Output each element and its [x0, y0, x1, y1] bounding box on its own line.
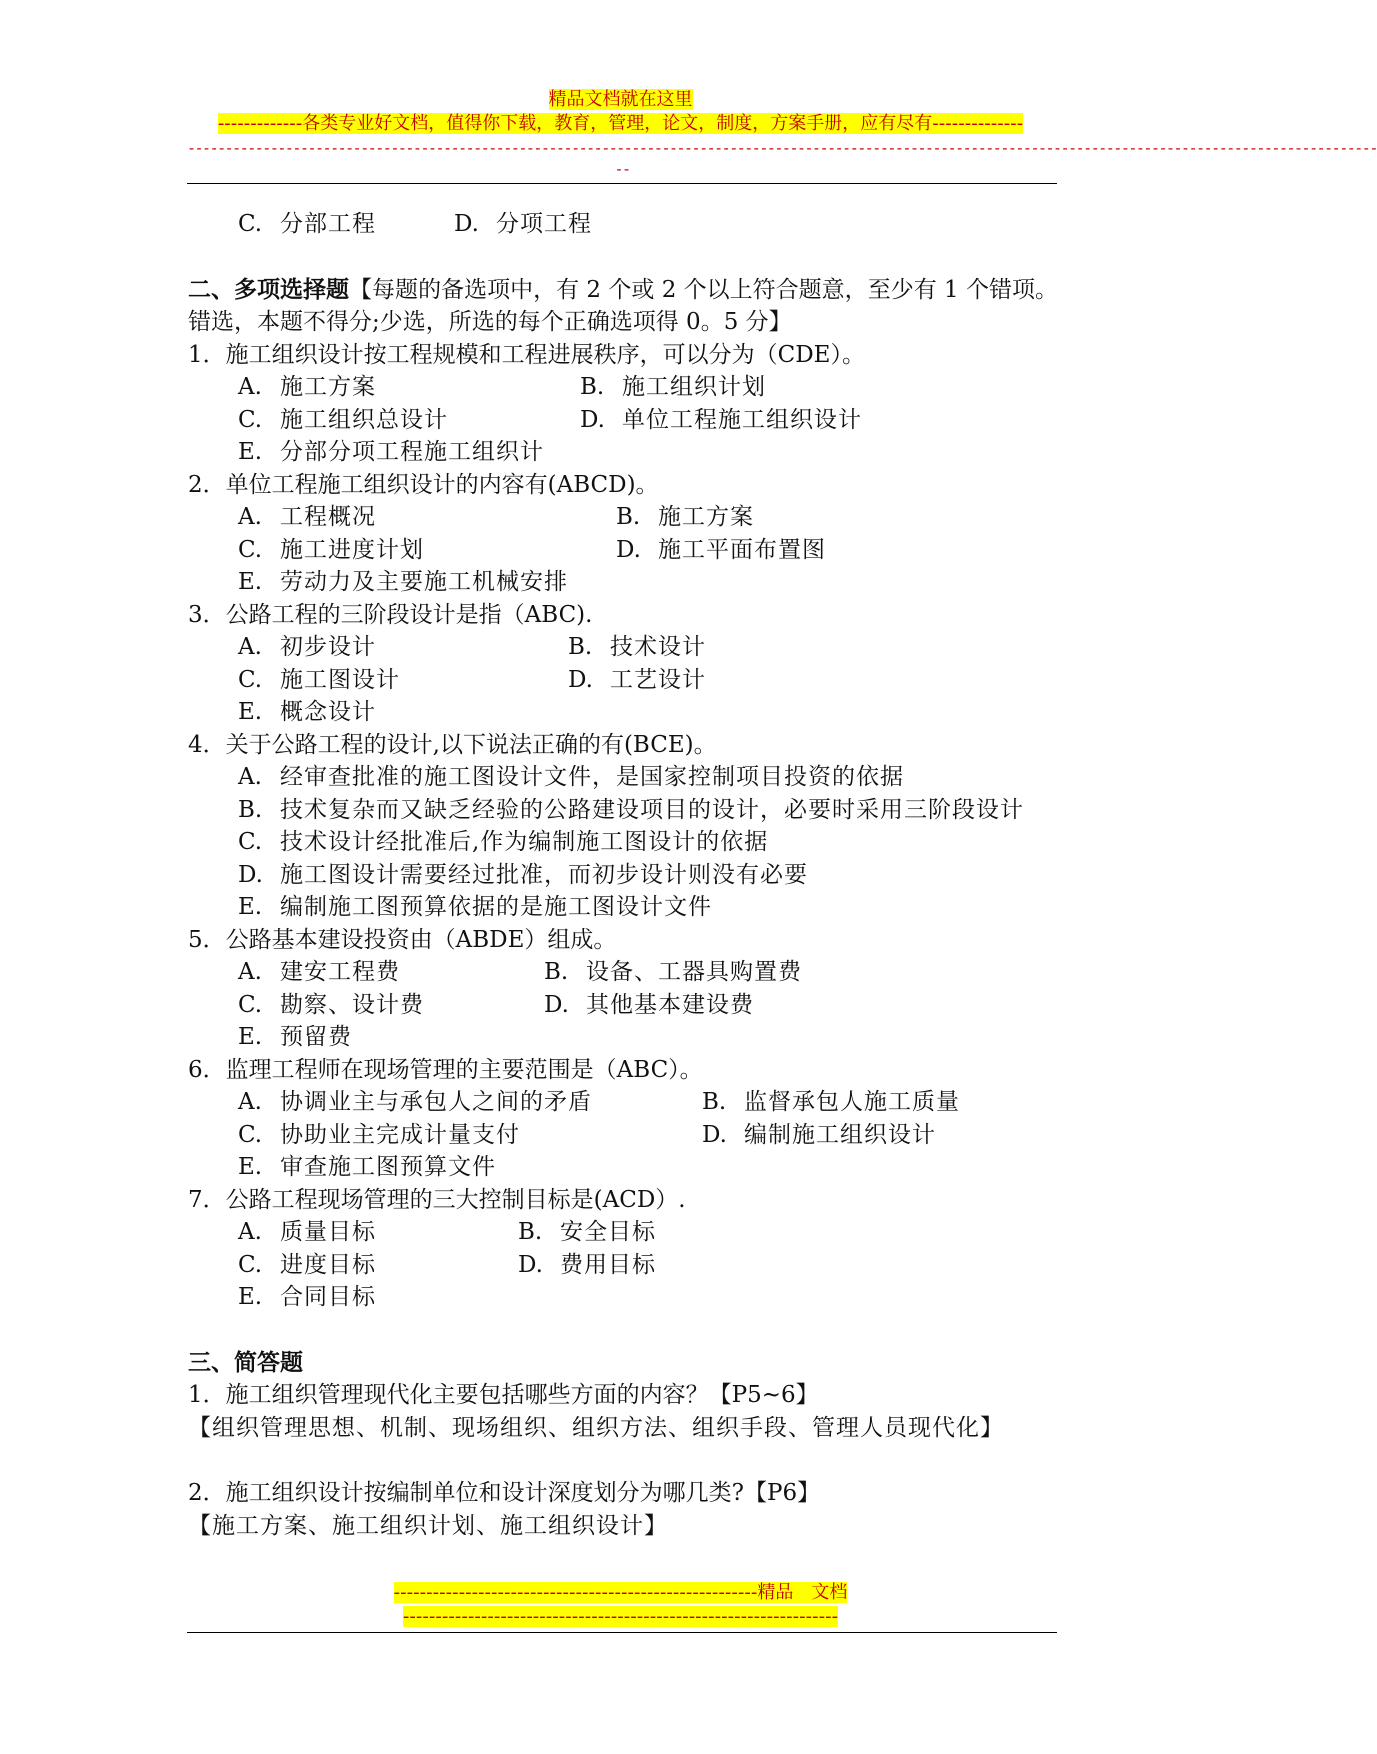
option-c: C. 施工图设计 [238, 666, 400, 693]
question-3-row-cd [188, 664, 1058, 697]
option-a: A. 协调业主与承包人之间的矛盾 [238, 1089, 592, 1115]
question-2-row-ab [188, 501, 1058, 534]
question-4-option-d: D. 施工图设计需要经过批准，而初步设计则没有必要 [238, 861, 808, 888]
header-title: 精品文档就在这里 [548, 89, 693, 110]
option-a: A. 初步设计 [238, 634, 376, 660]
question-6-row-e [188, 1151, 1058, 1184]
option-e: E. 劳动力及主要施工机械安排 [238, 569, 568, 595]
question-4-option-a: A. 经审查批准的施工图设计文件，是国家控制项目投资的依据 [238, 764, 904, 790]
option-a: A. 质量目标 [238, 1219, 376, 1245]
short-answer-1-answer: 【组织管理思想、机制、现场组织、组织方法、组织手段、管理人员现代化】 [188, 1414, 1004, 1441]
option-c: C. 进度目标 [238, 1251, 376, 1278]
question-4-option-c: C. 技术设计经批准后,作为编制施工图设计的依据 [238, 829, 769, 855]
section3-heading: 三、简答题 [188, 1349, 303, 1376]
question-7-row-e [188, 1281, 1058, 1314]
question-4-option-e: E. 编制施工图预算依据的是施工图设计文件 [238, 894, 712, 920]
question-2-row-cd [188, 534, 1058, 567]
option-b: B. 施工组织计划 [580, 374, 766, 400]
option-d: D. 施工平面布置图 [616, 536, 826, 563]
option-e: E. 分部分项工程施工组织计 [238, 439, 544, 465]
header-subtitle: -------------各类专业好文档，值得你下载，教育，管理，论文，制度，方案手册，应有尽有-------------- [217, 113, 1024, 134]
question-3-row-e [188, 696, 1058, 729]
question-5-row-ab [188, 956, 1058, 989]
question-1-stem: 1．施工组织设计按工程规模和工程进展秩序，可以分为（CDE）。 [188, 341, 865, 368]
section2-heading: 二、多项选择题 [188, 276, 350, 303]
footer-divider [187, 1632, 1057, 1633]
question-5-stem: 5．公路基本建设投资由（ABDE）组成。 [188, 926, 617, 953]
section2-heading-block [188, 274, 1058, 339]
option-a: A. 工程概况 [238, 504, 376, 530]
question-6-stem: 6．监理工程师在现场管理的主要范围是（ABC）。 [188, 1056, 703, 1083]
footer-line-2-row [0, 1606, 1241, 1628]
option-b: B. 施工方案 [616, 504, 754, 530]
document-body [188, 208, 1058, 1542]
option-a: A. 建安工程费 [238, 959, 400, 985]
option-e: E. 概念设计 [238, 699, 376, 725]
option-d: D. 单位工程施工组织设计 [580, 406, 862, 433]
question-7-row-cd [188, 1249, 1058, 1282]
question-6-row-ab [188, 1086, 1058, 1119]
question-3-stem: 3．公路工程的三阶段设计是指（ABC). [188, 601, 593, 628]
short-answer-1-question: 1．施工组织管理现代化主要包括哪些方面的内容？【P5~6】 [188, 1382, 819, 1408]
option-b: B. 监督承包人施工质量 [702, 1089, 960, 1115]
question-5-row-e [188, 1021, 1058, 1054]
question-2-row-e [188, 566, 1058, 599]
option-d: D. 编制施工组织设计 [702, 1121, 936, 1148]
header-dash-line: -------------------------------------------------------------------------------------------------------------------------------------------------------------- [187, 139, 1377, 157]
option-c: C. 勘察、设计费 [238, 991, 424, 1018]
option-e: E. 审查施工图预算文件 [238, 1154, 496, 1180]
option-d: D. 其他基本建设费 [544, 991, 754, 1018]
question-6-row-cd [188, 1119, 1058, 1152]
option-e: E. 合同目标 [238, 1284, 376, 1310]
option-b: B. 设备、工器具购置费 [544, 959, 802, 985]
section3-heading-row [188, 1347, 1058, 1380]
option-b: B. 安全目标 [518, 1219, 656, 1245]
question-1-row-cd [188, 404, 1058, 437]
option-b: B. 技术设计 [568, 634, 706, 660]
footer-line-1: --------------------------------------------------------精品 文档 [393, 1582, 848, 1603]
option-c: C. 协助业主完成计量支付 [238, 1121, 520, 1148]
option-d: D. 费用目标 [518, 1251, 656, 1278]
footer-line-1-row [0, 1582, 1241, 1604]
question-4-stem: 4．关于公路工程的设计,以下说法正确的有(BCE)。 [188, 731, 717, 758]
option-e: E. 预留费 [238, 1024, 352, 1050]
question-3-row-ab [188, 631, 1058, 664]
question-1-row-e [188, 436, 1058, 469]
option-c: C. 施工组织总设计 [238, 406, 448, 433]
option-c: C. 分部工程 [238, 211, 376, 237]
footer-line-2: ------------------------------------------------------------------- [402, 1606, 839, 1627]
header-divider [187, 183, 1057, 184]
option-c: C. 施工进度计划 [238, 536, 424, 563]
question-4-option-b: B. 技术复杂而又缺乏经验的公路建设项目的设计，必要时采用三阶段设计 [238, 796, 1024, 823]
option-d: D. 工艺设计 [568, 666, 706, 693]
question-2-stem: 2．单位工程施工组织设计的内容有(ABCD)。 [188, 471, 659, 498]
short-answer-2-question: 2．施工组织设计按编制单位和设计深度划分为哪几类?【P6】 [188, 1480, 821, 1506]
header-subtitle-row [0, 113, 1241, 135]
short-answer-2-answer: 【施工方案、施工组织计划、施工组织设计】 [188, 1512, 668, 1539]
option-d: D. 分项工程 [454, 211, 592, 237]
prev-options-row [188, 208, 1058, 241]
section2-instructions: 【每题的备选项中，有 2 个或 2 个以上符合题意，至少有 1 个错项。错选，本题不得分;少选，所选的每个正确选项得 0。5 分】 [188, 276, 1058, 335]
question-7-stem: 7．公路工程现场管理的三大控制目标是(ACD）. [188, 1186, 686, 1213]
question-7-row-ab [188, 1216, 1058, 1249]
question-1-row-ab [188, 371, 1058, 404]
option-a: A. 施工方案 [238, 374, 376, 400]
question-5-row-cd [188, 989, 1058, 1022]
header-dash-tail: -- [614, 160, 630, 178]
header-title-row [0, 89, 1241, 111]
